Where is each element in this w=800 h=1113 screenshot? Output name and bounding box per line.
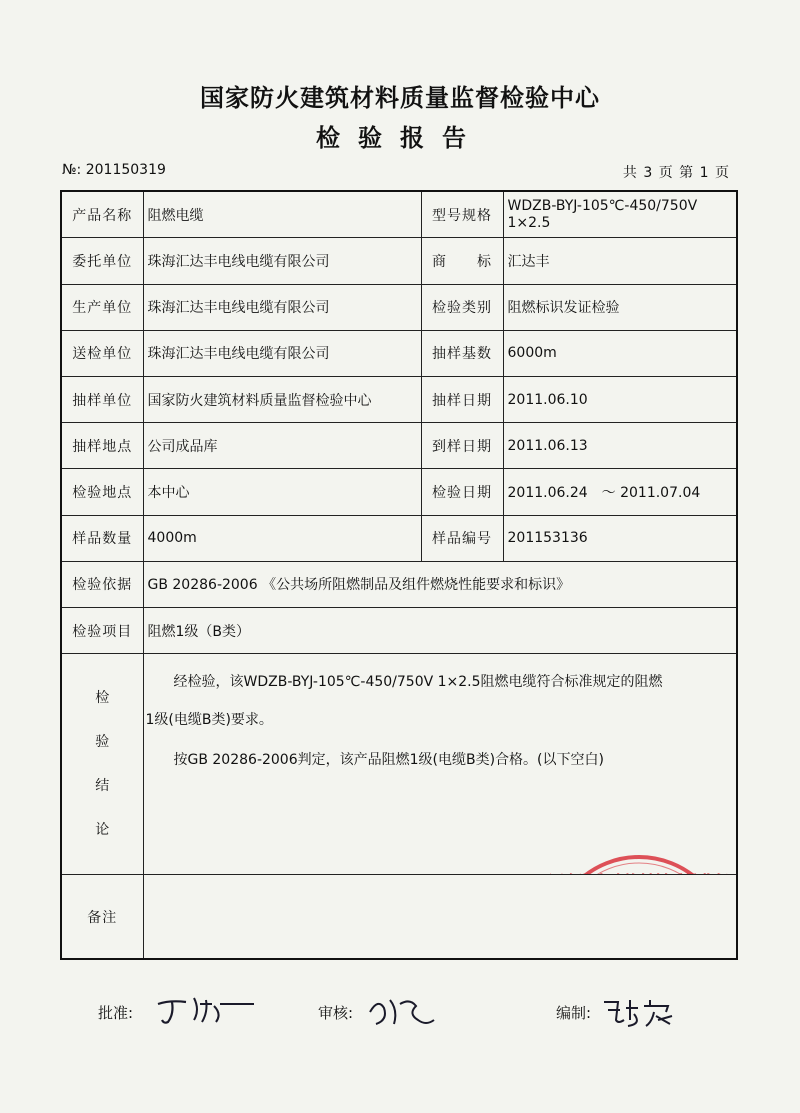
test-place-value: 本中心 <box>143 469 421 515</box>
product-name-label: 产品名称 <box>61 191 143 238</box>
test-date-label: 检验日期 <box>421 469 503 515</box>
submitter-value: 珠海汇达丰电线电缆有限公司 <box>143 330 421 376</box>
table-row <box>61 469 737 515</box>
sampling-date-label: 抽样日期 <box>421 376 503 422</box>
approve-signature <box>150 990 260 1030</box>
item-value: 阻燃1级（B类） <box>143 607 737 653</box>
review-signature <box>364 990 444 1034</box>
remarks-label: 备注 <box>61 875 143 959</box>
svg-text:国家防火建筑材料质量监督: 国家防火建筑材料质量监督 <box>548 872 729 891</box>
compile-label: 编制: <box>556 1004 592 1022</box>
conclusion-label-char: 检 <box>95 690 110 707</box>
table-row <box>61 238 737 284</box>
conclusion-label-char: 验 <box>95 734 110 751</box>
review-label: 审核: <box>318 1004 354 1022</box>
brand-value: 汇达丰 <box>503 238 737 284</box>
arrival-date-label: 到样日期 <box>421 423 503 469</box>
model-value: WDZB-BYJ-105℃-450/750V 1×2.5 <box>503 191 737 238</box>
table-row <box>61 330 737 376</box>
client-label: 委托单位 <box>61 238 143 284</box>
table-row <box>61 284 737 330</box>
conclusion-paragraph-2: 按GB 20286-2006判定，该产品阻燃1级(电缆B类)合格。(以下空白) <box>173 752 604 769</box>
report-number: №: 201150319 <box>62 162 166 178</box>
page-count: 共 3 页 第 1 页 <box>622 165 730 181</box>
product-name-value: 阻燃电缆 <box>143 191 421 238</box>
conclusion-paragraph-1: 经检验，该WDZB-BYJ-105℃-450/750V 1×2.5阻燃电缆符合标准规定的阻燃 <box>173 674 663 691</box>
table-row <box>61 515 737 561</box>
inspection-type-label: 检验类别 <box>421 284 503 330</box>
table-row <box>61 423 737 469</box>
submitter-label: 送检单位 <box>61 330 143 376</box>
sample-base-value: 6000m <box>503 330 737 376</box>
conclusion-paragraph-1-cont: 1级(电缆B类)要求。 <box>145 712 273 729</box>
manufacturer-label: 生产单位 <box>61 284 143 330</box>
sampler-label: 抽样单位 <box>61 376 143 422</box>
sampling-date-value: 2011.06.10 <box>503 376 737 422</box>
manufacturer-value: 珠海汇达丰电线电缆有限公司 <box>143 284 421 330</box>
conclusion-label-char: 结 <box>95 778 110 795</box>
table-row <box>61 191 737 238</box>
page-title: 国家防火建筑材料质量监督检验中心 <box>200 84 600 112</box>
basis-value: GB 20286-2006 《公共场所阻燃制品及组件燃烧性能要求和标识》 <box>143 561 737 607</box>
table-row <box>61 561 737 607</box>
brand-label: 商 标 <box>421 238 503 284</box>
sample-qty-value: 4000m <box>143 515 421 561</box>
sample-qty-label: 样品数量 <box>61 515 143 561</box>
test-place-label: 检验地点 <box>61 469 143 515</box>
table-row <box>61 376 737 422</box>
official-stamp: 国家防火建筑材料质量监督 检测业务专用章 <box>544 850 734 875</box>
page-subtitle: 检验报告 <box>316 124 484 152</box>
conclusion-row <box>61 654 737 875</box>
conclusion-label <box>61 654 143 875</box>
approve-label: 批准: <box>98 1004 134 1022</box>
sample-no-value: 201153136 <box>503 515 737 561</box>
sample-base-label: 抽样基数 <box>421 330 503 376</box>
compile-signature <box>598 990 688 1034</box>
test-date-value: 2011.06.24 ～ 2011.07.04 <box>503 469 737 515</box>
sampling-place-label: 抽样地点 <box>61 423 143 469</box>
conclusion-label-char: 论 <box>95 822 110 839</box>
arrival-date-value: 2011.06.13 <box>503 423 737 469</box>
remarks-value <box>143 875 737 959</box>
table-row <box>61 607 737 653</box>
item-label: 检验项目 <box>61 607 143 653</box>
model-label: 型号规格 <box>421 191 503 238</box>
sampler-value: 国家防火建筑材料质量监督检验中心 <box>143 376 421 422</box>
client-value: 珠海汇达丰电线电缆有限公司 <box>143 238 421 284</box>
basis-label: 检验依据 <box>61 561 143 607</box>
inspection-type-value: 阻燃标识发证检验 <box>503 284 737 330</box>
sample-no-label: 样品编号 <box>421 515 503 561</box>
sampling-place-value: 公司成品库 <box>143 423 421 469</box>
remarks-row <box>61 875 737 959</box>
